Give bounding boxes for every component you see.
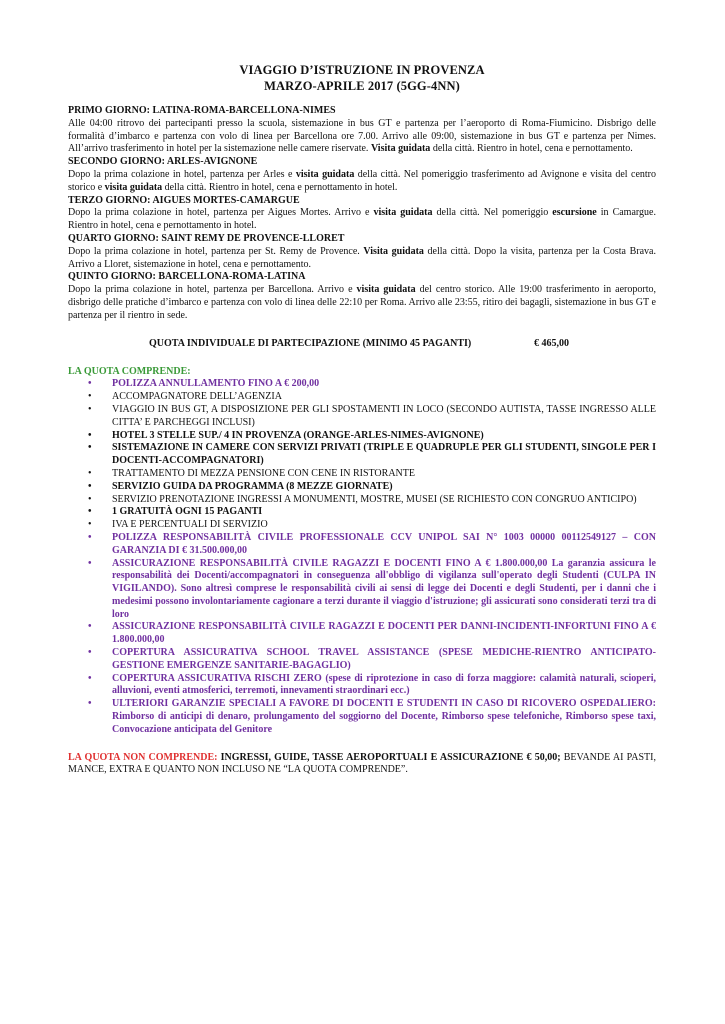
list-item: • POLIZZA ANNULLAMENTO FINO A € 200,00 (88, 378, 320, 390)
bullet-icon: • (88, 467, 92, 479)
list-item: • COPERTURA ASSICURATIVA RISCHI ZERO (spese di riprotezione in caso di forza maggiore: calamità naturali, scioperi, alluvioni, eventi atmosferici, terremoti, innevamenti straordinari ecc.) (88, 672, 656, 697)
list-item: • ASSICURAZIONE RESPONSABILITÀ CIVILE RAGAZZI E DOCENTI PER DANNI-INCIDENTI-INFORTUNI FINO A € 1.800.000,00 (88, 621, 656, 646)
quota-row (68, 338, 656, 351)
day-1-heading: PRIMO GIORNO: LATINA-ROMA-BARCELLONA-NIMES (68, 105, 336, 116)
list-item: • COPERTURA ASSICURATIVA SCHOOL TRAVEL ASSISTANCE (SPESE MEDICHE-RIENTRO ANTICIPATO-GESTIONE EMERGENZE SANITARIE-BAGAGLIO) (88, 647, 656, 671)
day-3-text: Dopo la prima colazione in hotel, partenza per Aigues Mortes. Arrivo e visita guidata della città. Nel pomeriggio escursione in Camargue. Rientro in hotel, cena e pernottamento in hotel. (68, 207, 656, 232)
day-3-heading: TERZO GIORNO: AIGUES MORTES-CAMARGUE (68, 194, 300, 206)
excludes-bold-text: INGRESSI, GUIDE, TASSE AEROPORTUALI E ASSICURAZIONE € 50,00; (217, 751, 561, 763)
list-item: • SISTEMAZIONE IN CAMERE CON SERVIZI PRIVATI (TRIPLE E QUADRUPLE PER GLI STUDENTI, SINGOLE PER I DOCENTI-ACCOMPAGNATORI) (88, 442, 656, 467)
bullet-icon: • (88, 403, 92, 415)
bullet-icon: • (88, 672, 92, 684)
day-5-text: Dopo la prima colazione in hotel, partenza per Barcellona. Arrivo e visita guidata del centro storico. Alle 19:00 trasferimento in aeroporto, disbrigo delle pratiche d’imbarco e partenza con volo di linea delle 22:10 per Roma. Arrivo alle 23:55, ritiro dei bagagli, sistemazione in bus GT e partenza per il rientro in sede. (68, 284, 656, 321)
list-item: • TRATTAMENTO DI MEZZA PENSIONE CON CENE IN RISTORANTE (88, 467, 415, 479)
itinerary (68, 105, 656, 323)
bullet-icon: • (88, 480, 92, 492)
bullet-icon: • (88, 557, 92, 569)
list-item: • HOTEL 3 STELLE SUP./ 4 IN PROVENZA (ORANGE-ARLES-NIMES-AVIGNONE) (88, 429, 484, 441)
includes-list (68, 378, 656, 736)
list-item: • VIAGGIO IN BUS GT, A DISPOSIZIONE PER GLI SPOSTAMENTI IN LOCO (SECONDO AUTISTA, TASSE INGRESSO ALLE CITTA’ E PARCHEGGI INCLUSI) (88, 403, 656, 428)
title-line-2: MARZO-APRILE 2017 (5GG-4NN) (264, 79, 460, 93)
includes-heading: LA QUOTA COMPRENDE: (68, 365, 191, 377)
title-line-1: VIAGGIO D’ISTRUZIONE IN PROVENZA (239, 63, 485, 77)
bullet-icon: • (88, 519, 92, 531)
bullet-icon: • (88, 442, 92, 454)
excludes-heading: LA QUOTA NON COMPRENDE: (68, 751, 218, 763)
bullet-icon: • (88, 391, 92, 403)
quota-price: € 465,00 (534, 337, 569, 349)
day-5-heading: QUINTO GIORNO: BARCELLONA-ROMA-LATINA (68, 271, 306, 283)
bullet-icon: • (88, 531, 92, 543)
bullet-icon: • (88, 493, 92, 505)
day-2-heading: SECONDO GIORNO: ARLES-AVIGNONE (68, 156, 258, 168)
bullet-icon: • (88, 698, 92, 710)
list-item: • SERVIZIO GUIDA DA PROGRAMMA (8 MEZZE GIORNATE) (88, 480, 393, 492)
bullet-icon: • (88, 647, 92, 659)
list-item: • POLIZZA RESPONSABILITÀ CIVILE PROFESSIONALE CCV UNIPOL SAI N° 1003 00000 00112549127 – CON GARANZIA DI € 31.500.000,00 (88, 531, 656, 556)
bullet-icon: • (88, 429, 92, 441)
day-2-text: Dopo la prima colazione in hotel, partenza per Arles e visita guidata della città. Nel pomeriggio trasferimento ad Avignone e visita del centro storico e visita guidata della città. Rientro in hotel, cena e pernottamento in hotel. (68, 168, 656, 193)
list-item: • ULTERIORI GARANZIE SPECIALI A FAVORE DI DOCENTI E STUDENTI IN CASO DI RICOVERO OSPEDALIERO: Rimborso di anticipi di denaro, prolungamento del soggiorno del Docente, Rimborso spese telefoniche, Rimborso spese taxi, Convocazione anticipata del Genitore (88, 698, 656, 735)
document-page (68, 62, 656, 777)
day-1-text: Alle 04:00 ritrovo dei partecipanti presso la scuola, sistemazione in bus GT e partenza per l’aeroporto di Roma-Fiumicino. Disbrigo delle formalità d’imbarco e partenza con volo di linea per Barcellona ore 7.00. Arrivo alle 09:00, sistemazione in bus GT e partenza per Nimes. All’arrivo trasferimento in hotel per la sistemazione nelle camere riservate. Visita guidata della città. Rientro in hotel, cena e pernottamento. (68, 117, 656, 155)
day-4-heading: QUARTO GIORNO: SAINT REMY DE PROVENCE-LLORET (68, 232, 345, 244)
list-item: • ASSICURAZIONE RESPONSABILITÀ CIVILE RAGAZZI E DOCENTI FINO A € 1.800.000,00 La garanzia assicura le responsabilità dei Docenti/accompagnatori in conseguenza all'obbligo di vigilanza sull'operato degli Studenti (CULPA IN VIGILANDO). Sono altresì comprese le responsabilità civili ai sensi di legge dei Docenti e degli Studenti, per i danni che i medesimi possono involontariamente cagionare a terzi durante il viaggio d'istruzione; gli assicurati sono considerati terzi tra di loro (88, 557, 656, 620)
bullet-icon: • (88, 621, 92, 633)
list-item: • SERVIZIO PRENOTAZIONE INGRESSI A MONUMENTI, MOSTRE, MUSEI (SE RICHIESTO CON CONGRUO ANTICIPO) (88, 493, 637, 505)
list-item: • IVA E PERCENTUALI DI SERVIZIO (88, 519, 268, 531)
day-4-text: Dopo la prima colazione in hotel, partenza per St. Remy de Provence. Visita guidata della città. Dopo la visita, partenza per la Costa Brava. Arrivo a Lloret, sistemazione in hotel, cena e pernottamento. (68, 245, 656, 270)
excludes-text: BEVANDE AI PASTI, MANCE, EXTRA E QUANTO NON INCLUSO NE “LA QUOTA COMPRENDE”. (68, 751, 657, 776)
document-title (68, 62, 656, 94)
quota-label: QUOTA INDIVIDUALE DI PARTECIPAZIONE (MINIMO 45 PAGANTI) (149, 337, 472, 349)
list-item: • ACCOMPAGNATORE DELL’AGENZIA (88, 391, 282, 403)
excludes-paragraph (68, 752, 656, 778)
list-item: • 1 GRATUITÀ OGNI 15 PAGANTI (88, 506, 263, 518)
bullet-icon: • (88, 506, 92, 518)
bullet-icon: • (88, 378, 92, 390)
